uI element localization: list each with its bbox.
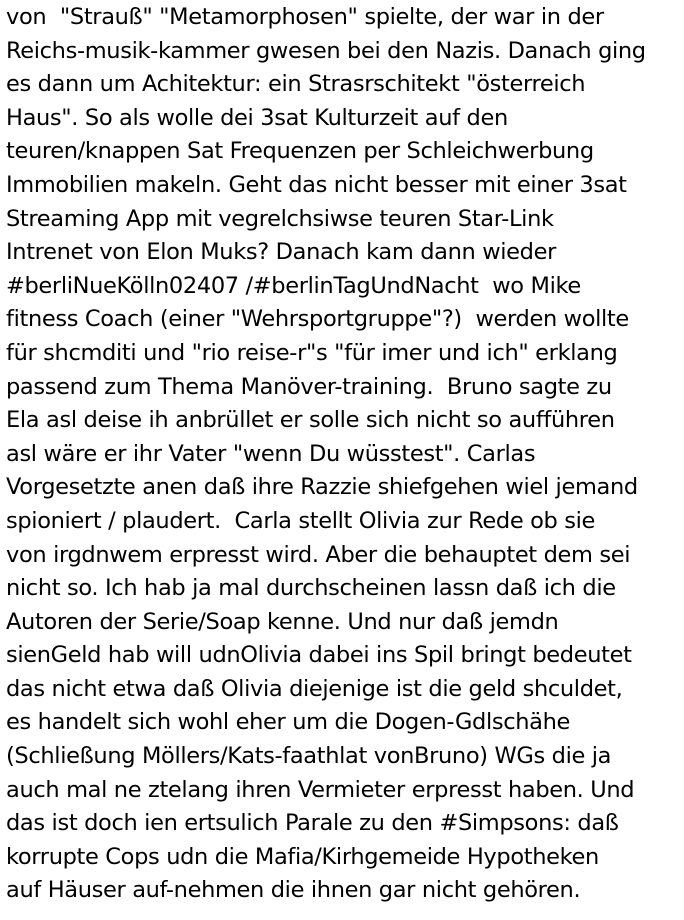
text-line: korrupte Cops udn die Mafia/Kirhgemeide Hypotheken [6,843,599,870]
text-line: für shcmditi und "rio reise-r"s "für imer und ich" erklang [6,339,618,366]
text-line: es handelt sich wohl eher um die Dogen-Gdlschähe [6,709,571,736]
text-line: teuren/knappen Sat Frequenzen per Schleichwerbung [6,138,594,165]
text-line: das nicht etwa daß Olivia diejenige ist die geld shculdet, [6,675,623,702]
text-line: spioniert / plaudert. Carla stellt Olivia zur Rede ob sie [6,507,596,534]
text-line: es dann um Achitektur: ein Strasrschitekt "österreich [6,71,586,98]
text-line: Streaming App mit vegrelchsiwse teuren Star-Link [6,205,554,232]
text-line: asl wäre er ihr Vater "wenn Du wüsstest". Carlas [6,440,536,467]
text-line: Ela asl deise ih anbrüllet er solle sich nicht so aufführen [6,407,615,434]
text-line: auf Häuser auf-nehmen die ihnen gar nicht gehören. [6,877,581,904]
text-line: auch mal ne ztelang ihren Vermieter erpresst haben. Und [6,776,635,803]
text-line: Autoren der Serie/Soap kenne. Und nur daß jemdn [6,608,559,635]
text-line: von irgdnwem erpresst wird. Aber die behauptet dem sei [6,541,631,568]
text-line: passend zum Thema Manöver-training. Bruno sagte zu [6,373,612,400]
text-line: nicht so. Ich hab ja mal durchscheinen lassn daß ich die [6,575,616,602]
text-line: (Schließung Möllers/Kats-faathlat vonBruno) WGs die ja [6,743,612,770]
text-line: das ist doch ien ertsulich Parale zu den #Simpsons: daß [6,810,619,837]
text-line: Immobilien makeln. Geht das nicht besser mit einer 3sat [6,171,627,198]
text-line: Intrenet von Elon Muks? Danach kam dann wieder [6,239,557,266]
text-line: Vorgesetzte anen daß ihre Razzie shiefgehen wiel jemand [6,474,638,501]
text-line: Reichs-musik-kammer gwesen bei den Nazis. Danach ging [6,37,646,64]
text-line: fitness Coach (einer "Wehrsportgruppe"?) werden wollte [6,306,629,333]
text-line: #berliNueKölln02407 /#berlinTagUndNacht wo Mike [6,272,581,299]
text-line: sienGeld hab will udnOlivia dabei ins Spil bringt bedeutet [6,642,632,669]
body-text [6,1,684,908]
text-line: Haus". So als wolle dei 3sat Kulturzeit auf den [6,104,508,131]
text-line: von "Strauß" "Metamorphosen" spielte, der war in der [6,4,604,30]
